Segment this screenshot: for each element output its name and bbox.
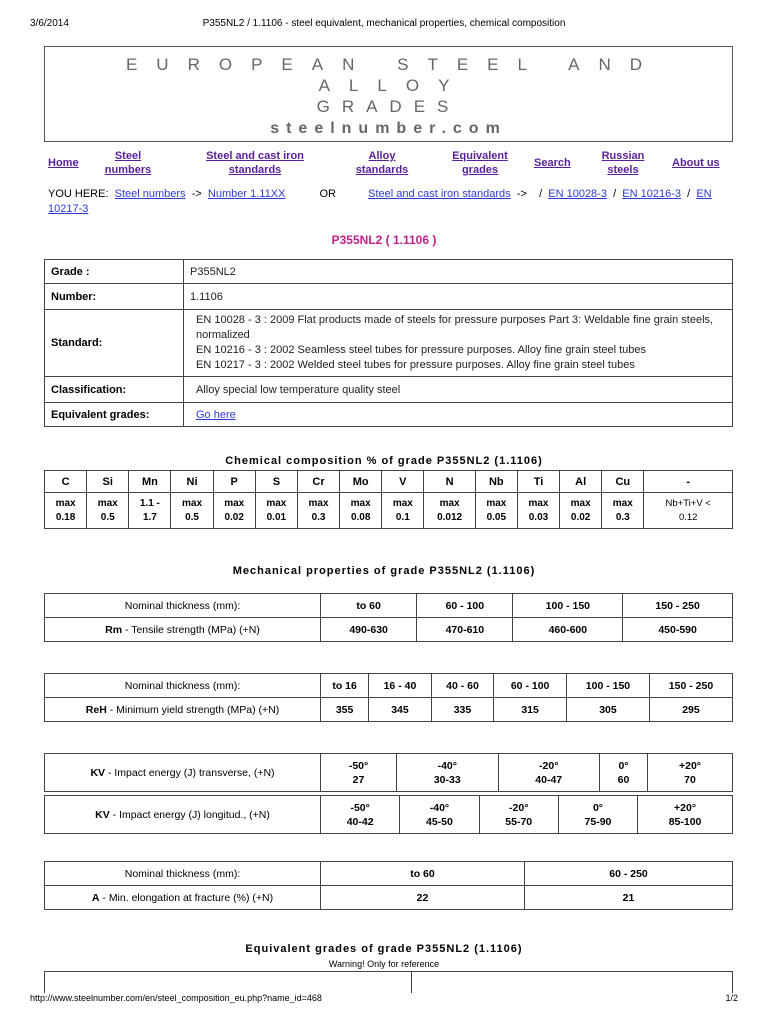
impact-transverse-table xyxy=(44,753,733,792)
chem-header-cell: Cu xyxy=(602,471,644,493)
kv-value: 85-100 xyxy=(668,815,702,828)
chem-value-cell xyxy=(297,493,339,529)
nav-russian-steels[interactable]: Russian steels xyxy=(601,150,645,176)
chem-value-line: Nb+Ti+V < xyxy=(665,497,711,509)
elongation-row-label xyxy=(45,886,321,910)
print-url: http://www.steelnumber.com/en/steel_composition_eu.php?name_id=468 xyxy=(30,993,322,1003)
chem-value-line: 0.5 xyxy=(100,511,115,523)
chem-value-line: 0.05 xyxy=(486,511,507,523)
elongation-table xyxy=(44,861,733,910)
elongation-thickness-label: Nominal thickness (mm): xyxy=(45,862,321,886)
kv-value: 55-70 xyxy=(505,815,533,828)
chem-value-cell xyxy=(382,493,424,529)
chem-value-line: max xyxy=(439,497,460,509)
nav-alloy-standards[interactable]: Alloy standards xyxy=(355,150,409,176)
tensile-value: 450-590 xyxy=(623,618,733,642)
tensile-col: 60 - 100 xyxy=(417,594,513,618)
chem-value-line: 0.012 xyxy=(437,511,463,523)
print-title: P355NL2 / 1.1106 - steel equivalent, mechanical properties, chemical composition xyxy=(202,18,566,29)
chem-value-line: 0.18 xyxy=(55,511,76,523)
elongation-col: to 60 xyxy=(321,862,525,886)
kv-value: 45-50 xyxy=(425,815,453,828)
breadcrumb-en10216[interactable]: EN 10216-3 xyxy=(622,188,681,200)
kv-transverse-label xyxy=(45,754,321,792)
chem-value-line: max xyxy=(97,497,118,509)
kv-symbol: KV xyxy=(95,808,110,821)
chem-value-cell xyxy=(255,493,297,529)
page-number: 1/2 xyxy=(725,993,738,1003)
grade-label: Grade : xyxy=(45,260,184,284)
main-nav xyxy=(44,148,733,180)
chem-value-line: 1.7 xyxy=(142,511,157,523)
kv-transverse-cell xyxy=(397,754,498,792)
grade-value: P355NL2 xyxy=(184,260,733,284)
chem-value-line: 0.03 xyxy=(528,511,549,523)
kv-symbol: KV xyxy=(90,766,106,779)
chem-header-cell: Ti xyxy=(517,471,559,493)
standard-values xyxy=(184,310,733,377)
elongation-value: 21 xyxy=(525,886,733,910)
chem-value-cell xyxy=(129,493,171,529)
kv-value: 60 xyxy=(617,773,630,786)
tensile-row-label xyxy=(45,618,321,642)
yield-col: 16 - 40 xyxy=(369,674,432,698)
chem-value-cell xyxy=(475,493,517,529)
equivalent-grades-title: Equivalent grades of grade P355NL2 (1.1106) xyxy=(245,943,523,955)
chem-value-line: max xyxy=(55,497,76,509)
chem-header-cell: Mn xyxy=(129,471,171,493)
classification-value: Alloy special low temperature quality steel xyxy=(184,377,733,403)
chem-header-cell: C xyxy=(45,471,87,493)
elongation-value: 22 xyxy=(321,886,525,910)
site-banner[interactable] xyxy=(44,46,733,142)
kv-value: 40-42 xyxy=(346,815,374,828)
kv-longitudinal-cell xyxy=(479,796,558,834)
chem-header-cell: Nb xyxy=(475,471,517,493)
yield-value: 305 xyxy=(566,698,649,722)
yield-col: 100 - 150 xyxy=(566,674,649,698)
yield-value: 335 xyxy=(431,698,494,722)
number-label: Number: xyxy=(45,284,184,310)
chem-value-line: 0.12 xyxy=(678,511,698,523)
classification-label: Classification: xyxy=(45,377,184,403)
breadcrumb-slash: / xyxy=(539,188,543,200)
yield-value: 345 xyxy=(369,698,432,722)
grade-info-table xyxy=(44,259,733,427)
yield-col: 60 - 100 xyxy=(494,674,567,698)
chem-value-line: max xyxy=(486,497,507,509)
chem-value-cell xyxy=(602,493,644,529)
kv-value: 70 xyxy=(684,773,696,786)
chem-value-line: max xyxy=(570,497,591,509)
kv-temp: 0° xyxy=(618,759,629,772)
chem-header-cell: Mo xyxy=(340,471,382,493)
breadcrumb-arrow-2: -> xyxy=(516,188,527,200)
banner-line-1: EUROPEAN STEEL AND ALLOY xyxy=(125,55,662,95)
chem-value-line: max xyxy=(224,497,245,509)
chem-value-line: 0.08 xyxy=(350,511,371,523)
chem-header-cell: N xyxy=(424,471,475,493)
kv-longitudinal-cell xyxy=(558,796,637,834)
chem-header-cell: Si xyxy=(87,471,129,493)
chem-value-cell xyxy=(213,493,255,529)
chem-value-cell xyxy=(171,493,213,529)
chem-value-line: max xyxy=(182,497,203,509)
kv-longitudinal-cell xyxy=(321,796,400,834)
chem-value-line: max xyxy=(612,497,633,509)
chem-value-line: 0.02 xyxy=(570,511,591,523)
reh-description: - Minimum yield strength (MPa) (+N) xyxy=(106,703,280,716)
kv-temp: +20° xyxy=(678,759,701,772)
chemical-composition-table xyxy=(44,470,733,529)
kv-longitudinal-description: - Impact energy (J) longitud., (+N) xyxy=(109,808,270,821)
number-value: 1.1106 xyxy=(184,284,733,310)
breadcrumb-or: OR xyxy=(319,188,336,200)
elongation-col: 60 - 250 xyxy=(525,862,733,886)
tensile-value: 490-630 xyxy=(321,618,417,642)
kv-transverse-cell xyxy=(321,754,397,792)
tensile-value: 470-610 xyxy=(417,618,513,642)
chem-value-line: 0.1 xyxy=(395,511,410,523)
yield-col: 40 - 60 xyxy=(431,674,494,698)
chem-header-cell: - xyxy=(644,471,733,493)
breadcrumb-arrow: -> xyxy=(191,188,202,200)
tensile-thickness-label: Nominal thickness (mm): xyxy=(45,594,321,618)
kv-transverse-cell xyxy=(647,754,732,792)
chem-value-cell xyxy=(644,493,733,529)
banner-site-name: steelnumber.com xyxy=(270,120,507,137)
chem-value-line: 0.5 xyxy=(185,511,199,523)
nav-steel-numbers[interactable]: Steel numbers xyxy=(104,150,152,176)
kv-longitudinal-label xyxy=(45,796,321,834)
tensile-col: to 60 xyxy=(321,594,417,618)
chem-value-line: 0.3 xyxy=(615,511,630,523)
breadcrumb-number-group[interactable]: Number 1.11XX xyxy=(207,188,286,200)
nav-equivalent-grades[interactable]: Equivalent grades xyxy=(452,150,508,176)
table-divider xyxy=(411,972,412,993)
chem-value-line: max xyxy=(266,497,287,509)
chem-header-cell: Ni xyxy=(171,471,213,493)
kv-transverse-description: - Impact energy (J) transverse, (+N) xyxy=(105,766,275,779)
kv-value: 30-33 xyxy=(433,773,461,786)
kv-temp: -20° xyxy=(509,801,529,814)
kv-temp: -20° xyxy=(539,759,559,772)
breadcrumb-prefix: YOU HERE: xyxy=(48,188,109,200)
chem-value-cell xyxy=(424,493,475,529)
print-header xyxy=(30,18,738,29)
chem-value-line: 0.3 xyxy=(311,511,326,523)
chem-header-cell: P xyxy=(213,471,255,493)
grade-title: P355NL2 ( 1.1106 ) xyxy=(331,233,437,247)
kv-transverse-cell xyxy=(599,754,647,792)
impact-longitudinal-table xyxy=(44,795,733,834)
chem-value-line: max xyxy=(350,497,371,509)
standard-en10216: EN 10216 - 3 : 2002 Seamless steel tubes for pressure purposes. Alloy fine grain steel tubes xyxy=(196,344,647,356)
yield-col: 150 - 250 xyxy=(649,674,732,698)
a-description: - Min. elongation at fracture (%) (+N) xyxy=(99,891,274,904)
yield-row-label xyxy=(45,698,321,722)
breadcrumb-en10217[interactable]: EN 10217-3 xyxy=(48,188,712,215)
kv-temp: -50° xyxy=(350,801,370,814)
kv-temp: -50° xyxy=(348,759,369,772)
equivalent-warning: Warning! Only for reference xyxy=(328,959,440,969)
yield-value: 315 xyxy=(494,698,567,722)
breadcrumb-steel-numbers[interactable]: Steel numbers xyxy=(114,188,186,200)
kv-value: 75-90 xyxy=(584,815,612,828)
standard-en10217: EN 10217 - 3 : 2002 Welded steel tubes for pressure purposes. Alloy fine grain steel tubes xyxy=(196,359,635,371)
standard-en10028: EN 10028 - 3 : 2009 Flat products made of steels for pressure purposes Part 3: Weldable fine grain steels, normalized xyxy=(196,314,714,341)
chem-value-line: max xyxy=(528,497,549,509)
chem-value-cell xyxy=(340,493,382,529)
breadcrumb xyxy=(48,187,738,217)
yield-value: 295 xyxy=(649,698,732,722)
chem-value-cell xyxy=(517,493,559,529)
chem-title: Chemical composition % of grade P355NL2 (1.1106) xyxy=(225,455,543,467)
chem-header-cell: Cr xyxy=(297,471,339,493)
kv-temp: 0° xyxy=(592,801,603,814)
nav-home[interactable]: Home xyxy=(48,157,79,169)
kv-transverse-cell xyxy=(498,754,599,792)
kv-temp: -40° xyxy=(429,801,450,814)
kv-value: 40-47 xyxy=(535,773,563,786)
chem-value-line: 1.1 - xyxy=(139,497,160,509)
chem-value-line: 0.01 xyxy=(266,511,287,523)
chem-header-cell: V xyxy=(382,471,424,493)
standard-label: Standard: xyxy=(45,310,184,377)
print-footer xyxy=(30,993,738,1003)
breadcrumb-slash: / xyxy=(687,188,691,200)
equivalent-grades-table xyxy=(44,971,733,993)
yield-strength-table xyxy=(44,673,733,722)
equivalent-go-here-link[interactable]: Go here xyxy=(196,408,236,421)
nav-search[interactable]: Search xyxy=(534,157,571,169)
kv-temp: +20° xyxy=(674,801,697,814)
chem-value-cell xyxy=(45,493,87,529)
a-symbol: A xyxy=(91,891,100,904)
reh-symbol: ReH xyxy=(85,703,107,716)
yield-thickness-label: Nominal thickness (mm): xyxy=(45,674,321,698)
yield-value: 355 xyxy=(321,698,369,722)
chem-value-line: max xyxy=(392,497,413,509)
chem-value-cell xyxy=(87,493,129,529)
kv-value: 27 xyxy=(352,773,365,786)
kv-temp: -40° xyxy=(437,759,457,772)
kv-longitudinal-cell xyxy=(400,796,479,834)
chem-value-line: max xyxy=(308,497,329,509)
nav-standards[interactable]: Steel and cast iron standards xyxy=(206,150,304,176)
banner-line-2: GRADES xyxy=(316,97,461,116)
kv-longitudinal-cell xyxy=(638,796,733,834)
chem-header-cell: S xyxy=(255,471,297,493)
chem-value-cell xyxy=(560,493,602,529)
tensile-col: 150 - 250 xyxy=(623,594,733,618)
rm-description: - Tensile strength (MPa) (+N) xyxy=(122,623,260,636)
tensile-col: 100 - 150 xyxy=(513,594,623,618)
tensile-strength-table xyxy=(44,593,733,642)
rm-symbol: Rm xyxy=(105,623,123,636)
mech-title: Mechanical properties of grade P355NL2 (1.1106) xyxy=(232,565,536,577)
nav-about-us[interactable]: About us xyxy=(672,157,720,169)
chem-header-cell: Al xyxy=(560,471,602,493)
print-date: 3/6/2014 xyxy=(30,18,69,29)
breadcrumb-en10028[interactable]: EN 10028-3 xyxy=(548,188,607,200)
equivalent-label: Equivalent grades: xyxy=(45,403,184,427)
yield-col: to 16 xyxy=(321,674,369,698)
breadcrumb-slash: / xyxy=(613,188,617,200)
chem-value-line: 0.02 xyxy=(224,511,244,523)
tensile-value: 460-600 xyxy=(513,618,623,642)
breadcrumb-standards[interactable]: Steel and cast iron standards xyxy=(368,188,511,200)
